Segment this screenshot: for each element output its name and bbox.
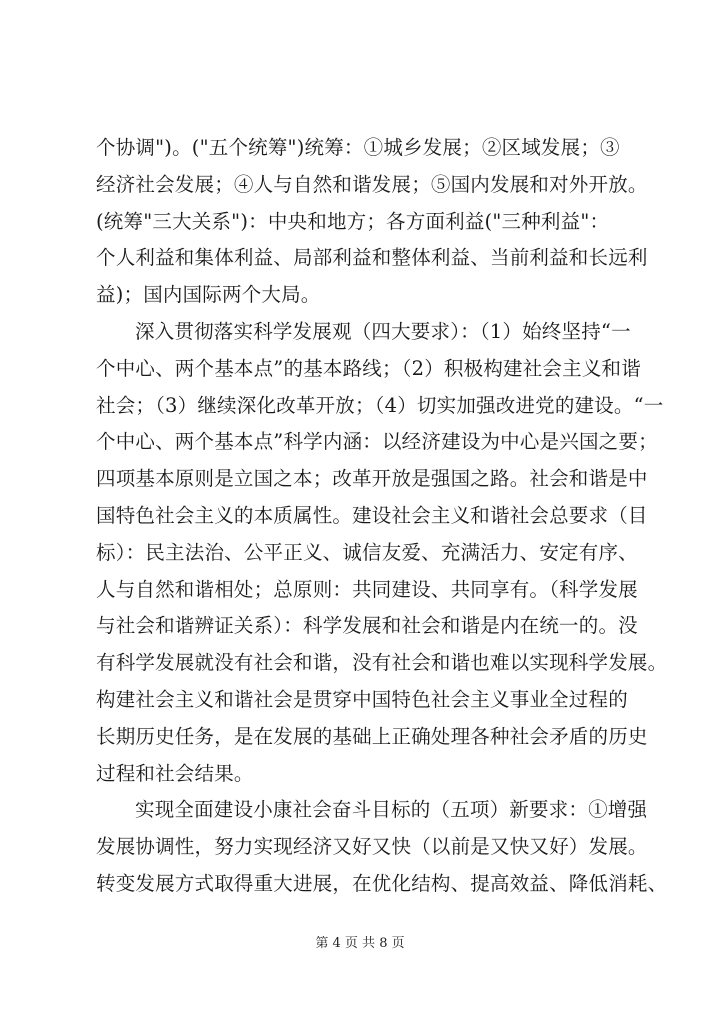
text-line: 与社会和谐辨证关系）：科学发展和社会和谐是内在统一的。没 xyxy=(96,614,638,638)
text-line: 个人利益和集体利益、局部利益和整体利益、当前利益和长远利 xyxy=(96,246,648,270)
text-line: 个中心、两个基本点”的基本路线；（2）积极构建社会主义和谐 xyxy=(96,356,641,380)
text-line: (统筹"三大关系")：中央和地方；各方面利益("三种利益"： xyxy=(96,209,610,233)
text-line: 过程和社会结果。 xyxy=(96,761,254,785)
text-line: 四项基本原则是立国之本；改革开放是强国之路。社会和谐是中 xyxy=(96,467,648,491)
paragraph-start-line: 深入贯彻落实科学发展观（四大要求）：（1）始终坚持“一 xyxy=(135,319,631,343)
text-line: 构建社会主义和谐社会是贯穿中国特色社会主义事业全过程的 xyxy=(96,687,628,711)
text-line: 益)；国内国际两个大局。 xyxy=(96,283,321,307)
text-line: 社会；（3）继续深化改革开放；（4）切实加强改进党的建设。“一 xyxy=(96,393,664,417)
text-line: 人与自然和谐相处；总原则：共同建设、共同享有。（科学发展 xyxy=(96,577,638,601)
text-line: 国特色社会主义的本质属性。建设社会主义和谐社会总要求（目 xyxy=(96,503,648,527)
text-line: 个协调")。("五个统筹")统筹：①城乡发展；②区域发展；③ xyxy=(96,136,620,159)
body-text xyxy=(96,130,668,903)
page-number-footer: 第 4 页 共 8 页 xyxy=(315,936,405,951)
text-line: 标）：民主法治、公平正义、诚信友爱、充满活力、安定有序、 xyxy=(96,540,638,564)
text-line: 经济社会发展；④人与自然和谐发展；⑤国内发展和对外开放。 xyxy=(96,172,648,196)
text-line: 有科学发展就没有社会和谐，没有社会和谐也难以实现科学发展。 xyxy=(96,651,668,675)
text-line: 长期历史任务，是在发展的基础上正确处理各种社会矛盾的历史 xyxy=(96,724,648,748)
text-line: 个中心、两个基本点”科学内涵：以经济建设为中心是兴国之要； xyxy=(96,430,658,454)
text-line: 发展协调性，努力实现经济又好又快（以前是又快又好）发展。 xyxy=(96,835,648,859)
text-line: 转变发展方式取得重大进展，在优化结构、提高效益、降低消耗、 xyxy=(96,871,668,895)
paragraph-start-line: 实现全面建设小康社会奋斗目标的（五项）新要求：①增强 xyxy=(135,798,648,822)
